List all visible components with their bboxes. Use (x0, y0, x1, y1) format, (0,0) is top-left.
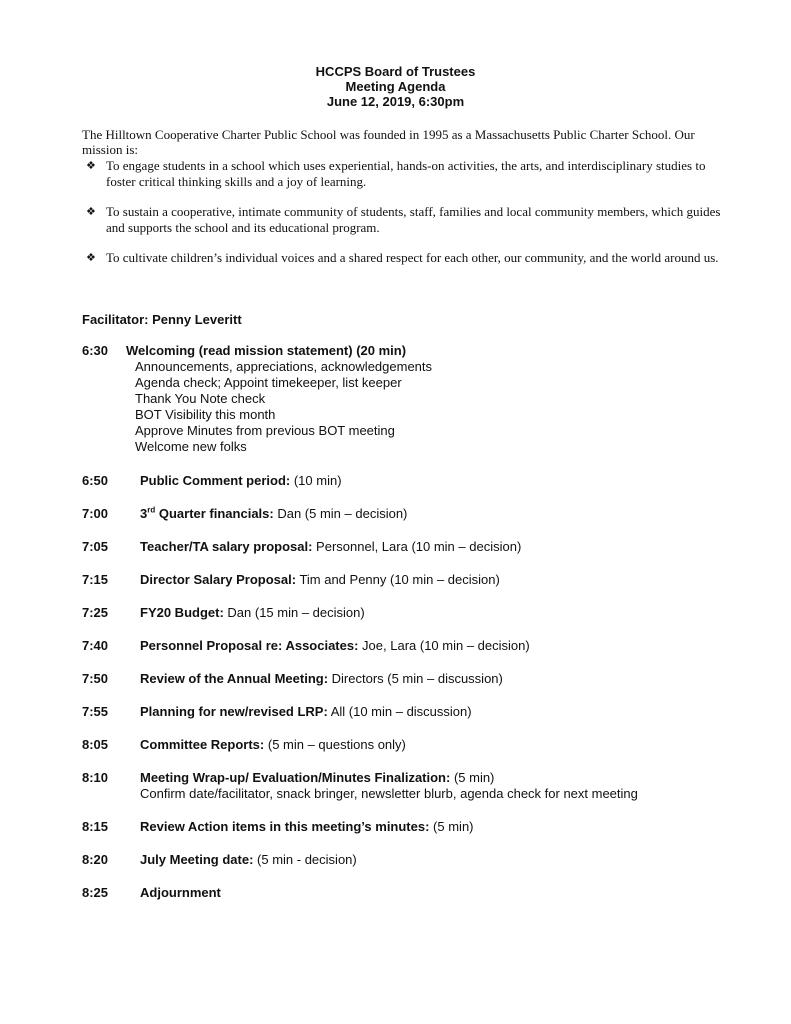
agenda-item-title: Public Comment period: (140, 473, 291, 488)
agenda-time: 7:25 (82, 605, 109, 620)
document-header (0, 64, 791, 109)
agenda-item-body (140, 605, 722, 621)
agenda-subitem: Approve Minutes from previous BOT meeting (135, 423, 395, 438)
agenda-time: 7:00 (82, 506, 109, 521)
agenda-item-title: FY20 Budget: (140, 605, 224, 620)
agenda-item-body (140, 638, 722, 654)
agenda-item-detail: All (10 min – discussion) (327, 704, 472, 719)
agenda-item-detail: (5 min – questions only) (264, 737, 406, 752)
mission-bullet-item (86, 250, 722, 266)
agenda-item-body (140, 737, 722, 753)
agenda-item-detail: (5 min) (450, 770, 495, 785)
agenda-item-title: Teacher/TA salary proposal: (140, 539, 313, 554)
agenda-item-title: Review Action items in this meeting’s minutes: (140, 819, 430, 834)
agenda-item-detail: Dan (5 min – decision) (273, 506, 408, 521)
agenda-item (82, 539, 722, 555)
agenda-time: 8:25 (82, 885, 109, 900)
header-date: June 12, 2019, 6:30pm (326, 94, 465, 109)
agenda-time: 7:15 (82, 572, 109, 587)
agenda-item-detail: Tim and Penny (10 min – decision) (296, 572, 500, 587)
agenda-item-title: Personnel Proposal re: Associates: (140, 638, 359, 653)
agenda-time: 7:50 (82, 671, 109, 686)
agenda-list (82, 343, 722, 901)
agenda-item-body (140, 770, 722, 802)
agenda-subitem: Welcome new folks (135, 439, 247, 454)
agenda-item (82, 852, 722, 868)
agenda-time: 8:15 (82, 819, 109, 834)
agenda-time: 6:50 (82, 473, 109, 488)
agenda-item (82, 671, 722, 687)
agenda-item-detail: Joe, Lara (10 min – decision) (358, 638, 530, 653)
agenda-item-detail: Directors (5 min – discussion) (328, 671, 503, 686)
agenda-item (82, 704, 722, 720)
agenda-time: 8:05 (82, 737, 109, 752)
agenda-item-title (140, 506, 274, 521)
mission-bullet-item (86, 204, 722, 236)
agenda-subitem: Announcements, appreciations, acknowledgements (135, 359, 433, 374)
agenda-item-title-suffix: rd (147, 505, 156, 515)
agenda-item-body (140, 506, 722, 522)
agenda-item-detail: (5 min) (429, 819, 474, 834)
diamond-ornament-icon: ❖ (86, 160, 96, 172)
agenda-item (82, 605, 722, 621)
agenda-item-title: Director Salary Proposal: (140, 572, 297, 587)
agenda-item (82, 819, 722, 835)
agenda-item-title: Welcoming (read mission statement) (20 min) (126, 343, 407, 358)
agenda-time: 7:40 (82, 638, 109, 653)
agenda-item-body (140, 572, 722, 588)
agenda-item-body (140, 539, 722, 555)
agenda-item-title: Planning for new/revised LRP: (140, 704, 328, 719)
agenda-item-title: Committee Reports: (140, 737, 265, 752)
diamond-ornament-icon: ❖ (86, 206, 96, 218)
header-subtitle: Meeting Agenda (345, 79, 446, 94)
diamond-ornament-icon: ❖ (86, 252, 96, 264)
agenda-item-body (140, 473, 722, 489)
facilitator-line: Facilitator: Penny Leveritt (82, 312, 242, 327)
agenda-time: 7:55 (82, 704, 109, 719)
agenda-time: 8:20 (82, 852, 109, 867)
agenda-subitem: Confirm date/facilitator, snack bringer, newsletter blurb, agenda check for next meeting (140, 786, 638, 801)
agenda-item (82, 572, 722, 588)
agenda-time: 7:05 (82, 539, 109, 554)
agenda-item (82, 638, 722, 654)
agenda-time: 6:30 (82, 343, 109, 358)
agenda-item-title-ordinal: 3 (140, 506, 148, 521)
agenda-item (82, 770, 722, 802)
agenda-item-title: Adjournment (140, 885, 221, 900)
agenda-time: 8:10 (82, 770, 109, 785)
agenda-item-body (126, 343, 722, 455)
mission-intro: The Hilltown Cooperative Charter Public School was founded in 1995 as a Massachusetts Public Charter School. Our mission is: (82, 127, 695, 157)
agenda-item-body (140, 819, 722, 835)
agenda-item (82, 473, 722, 489)
header-title: HCCPS Board of Trustees (315, 64, 476, 79)
agenda-item-title: July Meeting date: (140, 852, 254, 867)
agenda-item-body (140, 704, 722, 720)
mission-bullet-text: To sustain a cooperative, intimate community of students, staff, families and local community members, which guides and supports the school and its educational program. (106, 204, 721, 235)
agenda-item (82, 506, 722, 522)
mission-bullet-text: To engage students in a school which uses experiential, hands-on activities, the arts, and interdisciplinary studies to foster critical thinking skills and a joy of learning. (106, 158, 706, 189)
agenda-item-body (140, 852, 722, 868)
agenda-item (82, 737, 722, 753)
agenda-item-title-rest: Quarter financials: (155, 506, 274, 521)
agenda-subitem: Agenda check; Appoint timekeeper, list keeper (135, 375, 402, 390)
agenda-item-title: Meeting Wrap-up/ Evaluation/Minutes Finalization: (140, 770, 451, 785)
mission-bullet-list (86, 158, 722, 280)
mission-bullet-item (86, 158, 722, 190)
mission-bullet-text: To cultivate children’s individual voices and a shared respect for each other, our community, and the world around us. (106, 250, 719, 265)
agenda-item-detail: Personnel, Lara (10 min – decision) (312, 539, 522, 554)
agenda-item-title: Review of the Annual Meeting: (140, 671, 329, 686)
agenda-subitem: Thank You Note check (135, 391, 266, 406)
agenda-item-detail: Dan (15 min – decision) (223, 605, 365, 620)
agenda-item-body (140, 671, 722, 687)
agenda-item-detail: (10 min) (290, 473, 342, 488)
agenda-subitem: BOT Visibility this month (135, 407, 276, 422)
agenda-item (82, 885, 722, 901)
agenda-item (82, 343, 722, 455)
agenda-item-body (140, 885, 722, 901)
agenda-item-detail: (5 min - decision) (253, 852, 357, 867)
